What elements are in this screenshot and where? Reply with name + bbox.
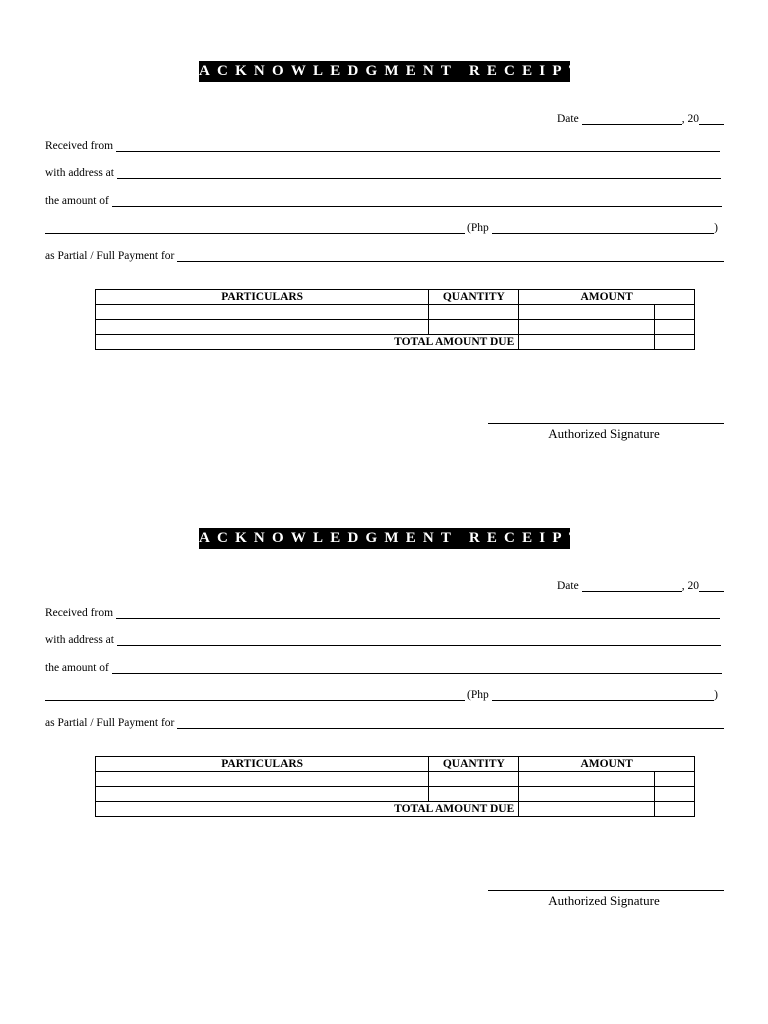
php-label: (Php [467,689,489,701]
table-header-row [96,290,695,305]
table-row [96,305,695,320]
amount-words-field[interactable] [112,195,722,207]
php-row [45,685,718,701]
amount-words-continued-field[interactable] [45,222,465,234]
total-amount-cell[interactable] [519,802,655,817]
address-field[interactable] [117,634,721,646]
signature-line[interactable] [488,890,724,891]
amount-cents-cell[interactable] [655,787,695,802]
received-from-label: Received from [45,607,114,619]
table-header-row [96,757,695,772]
total-amount-cell[interactable] [519,335,655,350]
total-amount-label: TOTAL AMOUNT DUE [96,802,519,817]
received-from-field[interactable] [116,140,720,152]
receipt-title: ACKNOWLEDGMENT RECEIPT [199,528,570,549]
address-field[interactable] [117,167,721,179]
amount-label: the amount of [45,662,109,674]
quantity-cell[interactable] [429,305,519,320]
amount-cents-cell[interactable] [655,320,695,335]
signature-label: Authorized Signature [548,893,660,908]
total-row [96,802,695,817]
date-field[interactable] [582,113,682,125]
payment-row [45,713,724,729]
date-row [557,109,724,125]
amount-cents-cell[interactable] [655,305,695,320]
amount-words-field[interactable] [112,662,722,674]
amount-cell[interactable] [519,772,655,787]
amount-header: AMOUNT [519,290,695,305]
payment-label: as Partial / Full Payment for [45,717,175,729]
php-amount-field[interactable] [492,689,714,701]
php-close: ) [714,689,718,701]
particulars-cell[interactable] [96,772,429,787]
date-field[interactable] [582,580,682,592]
php-amount-field[interactable] [492,222,714,234]
date-year-label: , 20 [681,580,699,592]
address-label: with address at [45,634,114,646]
particulars-cell[interactable] [96,787,429,802]
payment-row [45,246,724,262]
date-year-label: , 20 [681,113,699,125]
particulars-table [95,289,695,350]
amount-words-continued-field[interactable] [45,689,465,701]
total-cents-cell[interactable] [655,335,695,350]
total-row [96,335,695,350]
quantity-cell[interactable] [429,320,519,335]
receipt-form [0,0,768,470]
amount-cell[interactable] [519,305,655,320]
address-row [45,163,721,179]
php-row [45,218,718,234]
particulars-cell[interactable] [96,305,429,320]
amount-row [45,191,722,207]
particulars-table [95,756,695,817]
date-row [557,576,724,592]
particulars-header: PARTICULARS [96,757,429,772]
amount-cell[interactable] [519,787,655,802]
total-cents-cell[interactable] [655,802,695,817]
received-from-row [45,603,720,619]
payment-for-field[interactable] [177,717,724,729]
amount-row [45,658,722,674]
receipt-form [0,467,768,937]
year-field[interactable] [699,113,724,125]
year-field[interactable] [699,580,724,592]
table-row [96,787,695,802]
quantity-header: QUANTITY [429,290,519,305]
php-label: (Php [467,222,489,234]
table-row [96,772,695,787]
received-from-row [45,136,720,152]
payment-for-field[interactable] [177,250,724,262]
amount-cell[interactable] [519,320,655,335]
total-amount-label: TOTAL AMOUNT DUE [96,335,519,350]
payment-label: as Partial / Full Payment for [45,250,175,262]
address-label: with address at [45,167,114,179]
signature-label: Authorized Signature [548,426,660,441]
date-label: Date [557,113,579,125]
amount-header: AMOUNT [519,757,695,772]
received-from-label: Received from [45,140,114,152]
quantity-cell[interactable] [429,787,519,802]
particulars-cell[interactable] [96,320,429,335]
particulars-header: PARTICULARS [96,290,429,305]
php-close: ) [714,222,718,234]
signature-line[interactable] [488,423,724,424]
address-row [45,630,721,646]
amount-label: the amount of [45,195,109,207]
amount-cents-cell[interactable] [655,772,695,787]
received-from-field[interactable] [116,607,720,619]
date-label: Date [557,580,579,592]
receipt-title: ACKNOWLEDGMENT RECEIPT [199,61,570,82]
quantity-header: QUANTITY [429,757,519,772]
table-row [96,320,695,335]
quantity-cell[interactable] [429,772,519,787]
